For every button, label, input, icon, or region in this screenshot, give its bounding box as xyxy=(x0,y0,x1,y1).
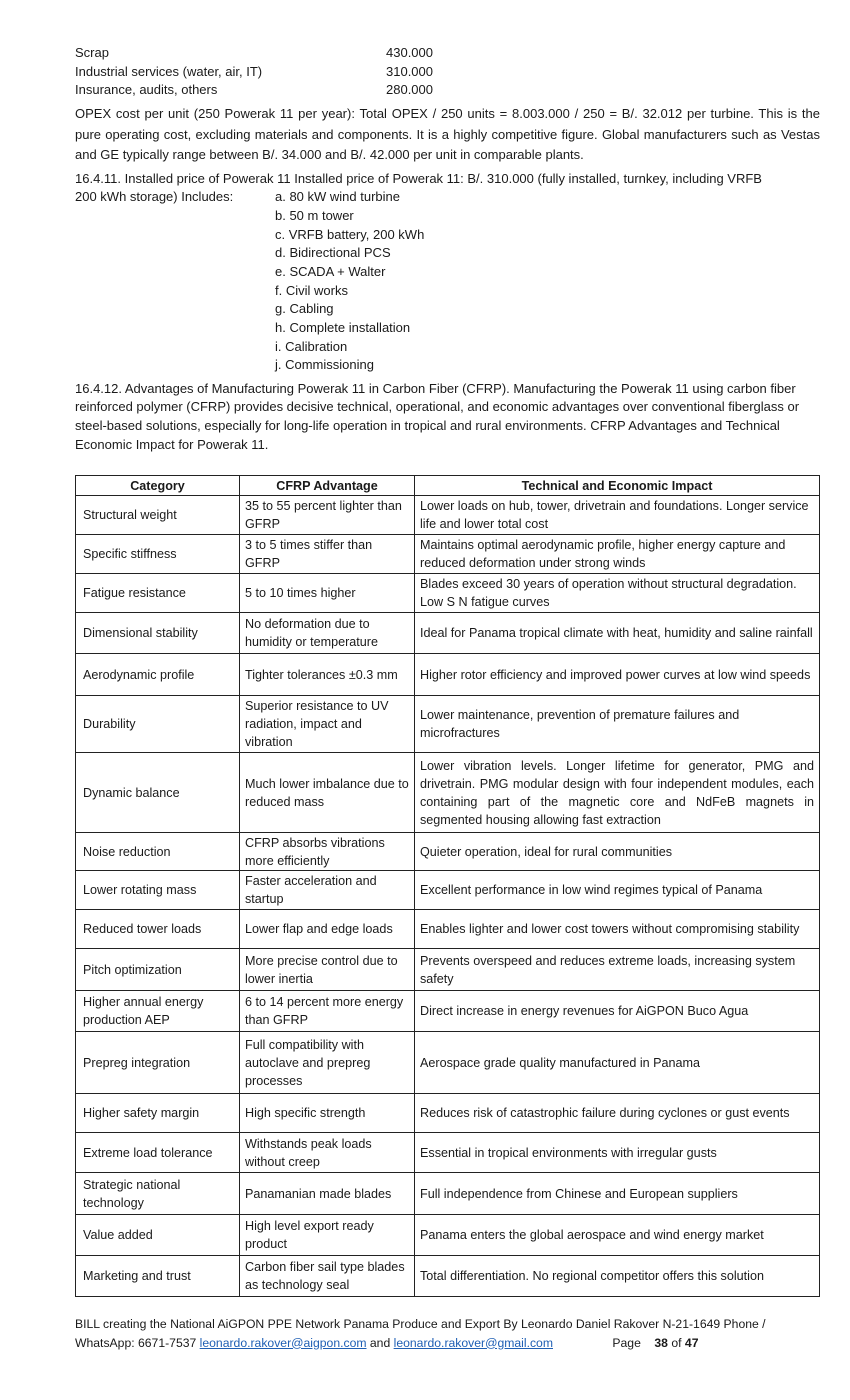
row-category: Noise reduction xyxy=(76,833,240,871)
table-row xyxy=(76,535,820,574)
table-row xyxy=(76,1215,820,1256)
include-item: h. Complete installation xyxy=(275,320,411,336)
row-impact: Direct increase in energy revenues for AiGPON Buco Agua xyxy=(415,991,820,1032)
table-row xyxy=(76,1094,820,1133)
cost-label: Industrial services (water, air, IT) xyxy=(75,63,263,79)
row-impact: Lower maintenance, prevention of premature failures and microfractures xyxy=(415,696,820,753)
cost-lines xyxy=(75,44,820,100)
row-category: Structural weight xyxy=(76,496,240,535)
table-row xyxy=(76,696,820,753)
include-item: g. Cabling xyxy=(275,301,334,317)
row-advantage: Superior resistance to UV radiation, impact and vibration xyxy=(240,696,415,753)
include-item: j. Commissioning xyxy=(275,357,374,373)
row-advantage: 5 to 10 times higher xyxy=(240,574,415,613)
page-of: of xyxy=(671,1335,682,1350)
include-item: d. Bidirectional PCS xyxy=(275,245,391,261)
table-row xyxy=(76,871,820,910)
row-category: Durability xyxy=(76,696,240,753)
row-category: Value added xyxy=(76,1215,240,1256)
include-item: e. SCADA + Walter xyxy=(275,264,386,280)
row-impact: Reduces risk of catastrophic failure during cyclones or gust events xyxy=(415,1094,820,1133)
row-category: Lower rotating mass xyxy=(76,871,240,910)
row-category: Dimensional stability xyxy=(76,613,240,654)
include-item: c. VRFB battery, 200 kWh xyxy=(275,226,425,242)
row-advantage: Full compatibility with autoclave and prepreg processes xyxy=(240,1032,415,1094)
table-row xyxy=(76,1133,820,1173)
includes-label: 200 kWh storage) Includes: xyxy=(75,189,234,205)
cost-value: 430.000 xyxy=(386,45,433,60)
email-link-gmail[interactable]: leonardo.rakover@gmail.com xyxy=(393,1335,553,1350)
table-row xyxy=(76,833,820,871)
row-category: Strategic national technology xyxy=(76,1173,240,1215)
table-row xyxy=(76,613,820,654)
row-impact: Full independence from Chinese and European suppliers xyxy=(415,1173,820,1215)
row-impact: Lower vibration levels. Longer lifetime for generator, PMG and drivetrain. PMG modular design with four independent modules, each containing part of the magnetic core and NdFeB magnets in segmented housing allowing fast extraction xyxy=(415,753,820,833)
row-advantage: More precise control due to lower inertia xyxy=(240,949,415,991)
row-category: Aerodynamic profile xyxy=(76,654,240,696)
row-impact: Enables lighter and lower cost towers without compromising stability xyxy=(415,910,820,949)
installed-price-heading: 16.4.11. Installed price of Powerak 11 Installed price of Powerak 11: B/. 310.000 (fully installed, turnkey, including VRFB xyxy=(75,170,762,186)
table-row xyxy=(76,496,820,535)
row-advantage: Panamanian made blades xyxy=(240,1173,415,1215)
footer-and: and xyxy=(366,1335,394,1350)
row-impact: Blades exceed 30 years of operation without structural degradation. Low S N fatigue curves xyxy=(415,574,820,613)
row-advantage: Much lower imbalance due to reduced mass xyxy=(240,753,415,833)
page-footer xyxy=(75,1315,795,1352)
cost-line-scrap xyxy=(75,44,820,63)
row-impact: Quieter operation, ideal for rural communities xyxy=(415,833,820,871)
row-impact: Aerospace grade quality manufactured in Panama xyxy=(415,1032,820,1094)
table-row xyxy=(76,1032,820,1094)
cfrp-paragraph: 16.4.12. Advantages of Manufacturing Powerak 11 in Carbon Fiber (CFRP). Manufacturing the Powerak 11 using carbon fiber reinforced polymer (CFRP) provides decisive technical, operational, and economic advantages over conventional fiberglass or steel-based solutions, especially for long-life operation in tropical and rural environments. CFRP Advantages and Technical Economic Impact for Powerak 11. xyxy=(75,380,800,452)
include-item: a. 80 kW wind turbine xyxy=(275,189,401,205)
row-impact: Prevents overspeed and reduces extreme loads, increasing system safety xyxy=(415,949,820,991)
row-category: Higher annual energy production AEP xyxy=(76,991,240,1032)
include-item: b. 50 m tower xyxy=(275,207,354,223)
includes-list xyxy=(275,188,424,375)
table-row xyxy=(76,1173,820,1215)
table-row xyxy=(76,753,820,833)
footer-whatsapp: WhatsApp: 6671-7537 xyxy=(75,1335,200,1350)
row-category: Fatigue resistance xyxy=(76,574,240,613)
row-advantage: 6 to 14 percent more energy than GFRP xyxy=(240,991,415,1032)
table-row xyxy=(76,910,820,949)
row-advantage: 35 to 55 percent lighter than GFRP xyxy=(240,496,415,535)
row-impact: Excellent performance in low wind regimes typical of Panama xyxy=(415,871,820,910)
cost-label: Insurance, audits, others xyxy=(75,82,218,98)
table-header-row xyxy=(76,476,820,496)
page-current: 38 xyxy=(654,1335,668,1350)
footer-line-1: BILL creating the National AiGPON PPE Network Panama Produce and Export By Leonardo Daniel Rakover N-21-1649 Phone / xyxy=(75,1317,766,1331)
row-category: Higher safety margin xyxy=(76,1094,240,1133)
page-label: Page xyxy=(612,1335,641,1350)
column-header-advantage: CFRP Advantage xyxy=(240,476,415,496)
row-advantage: High level export ready product xyxy=(240,1215,415,1256)
row-advantage: Tighter tolerances ±0.3 mm xyxy=(240,654,415,696)
cost-value: 280.000 xyxy=(386,82,433,98)
cost-label: Scrap xyxy=(75,45,109,60)
row-advantage: High specific strength xyxy=(240,1094,415,1133)
row-advantage: 3 to 5 times stiffer than GFRP xyxy=(240,535,415,574)
row-advantage: CFRP absorbs vibrations more efficiently xyxy=(240,833,415,871)
include-item: f. Civil works xyxy=(275,282,348,298)
table-row xyxy=(76,654,820,696)
installed-price-section xyxy=(75,170,820,376)
document-page xyxy=(75,44,820,454)
table-row xyxy=(76,949,820,991)
row-category: Reduced tower loads xyxy=(76,910,240,949)
row-category: Extreme load tolerance xyxy=(76,1133,240,1173)
row-impact: Ideal for Panama tropical climate with heat, humidity and saline rainfall xyxy=(415,613,820,654)
opex-paragraph: OPEX cost per unit (250 Powerak 11 per year): Total OPEX / 250 units = 8.003.000 / 250 = B/. 32.012 per turbine. This is the pure operating cost, excluding materials and components. It is a highly competitive figure. Global manufacturers such as Vestas and GE typically range between B/. 34.000 and B/. 42.000 per unit in comparable plants. xyxy=(75,106,820,163)
row-impact: Panama enters the global aerospace and wind energy market xyxy=(415,1215,820,1256)
row-impact: Higher rotor efficiency and improved power curves at low wind speeds xyxy=(415,654,820,696)
row-advantage: Carbon fiber sail type blades as technology seal xyxy=(240,1256,415,1297)
row-advantage: Faster acceleration and startup xyxy=(240,871,415,910)
table-row xyxy=(76,991,820,1032)
row-advantage: No deformation due to humidity or temperature xyxy=(240,613,415,654)
row-advantage: Withstands peak loads without creep xyxy=(240,1133,415,1173)
include-item: i. Calibration xyxy=(275,338,348,354)
cost-value: 310.000 xyxy=(386,63,433,79)
row-impact: Maintains optimal aerodynamic profile, higher energy capture and reduced deformation under strong winds xyxy=(415,535,820,574)
column-header-impact: Technical and Economic Impact xyxy=(415,476,820,496)
footer-line-2 xyxy=(75,1334,795,1353)
cfrp-advantages-table xyxy=(75,475,820,1297)
row-category: Pitch optimization xyxy=(76,949,240,991)
row-impact: Essential in tropical environments with irregular gusts xyxy=(415,1133,820,1173)
email-link-aigpon[interactable]: leonardo.rakover@aigpon.com xyxy=(199,1335,367,1350)
row-category: Marketing and trust xyxy=(76,1256,240,1297)
table-row xyxy=(76,1256,820,1297)
table-body xyxy=(76,496,820,1297)
row-impact: Total differentiation. No regional competitor offers this solution xyxy=(415,1256,820,1297)
row-category: Prepreg integration xyxy=(76,1032,240,1094)
row-advantage: Lower flap and edge loads xyxy=(240,910,415,949)
page-total: 47 xyxy=(684,1335,699,1350)
row-category: Dynamic balance xyxy=(76,753,240,833)
row-impact: Lower loads on hub, tower, drivetrain and foundations. Longer service life and lower total cost xyxy=(415,496,820,535)
row-category: Specific stiffness xyxy=(76,535,240,574)
column-header-category: Category xyxy=(76,476,240,496)
table-row xyxy=(76,574,820,613)
cost-line-insurance xyxy=(75,81,820,100)
cost-line-industrial-services xyxy=(75,63,820,82)
